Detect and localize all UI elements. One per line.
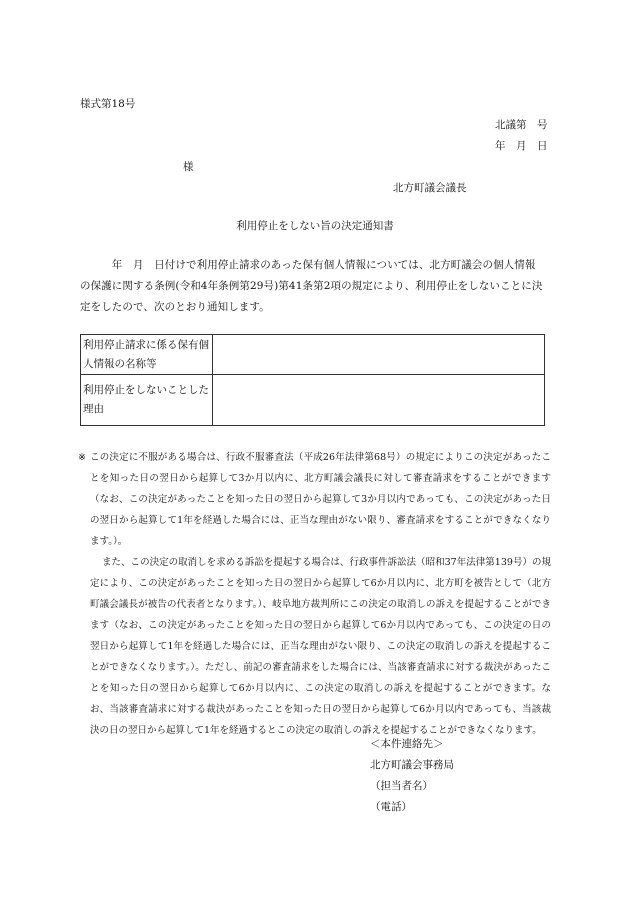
contact-person: （担当者名） (370, 780, 433, 792)
document-date: 年 月 日 (495, 140, 548, 152)
info-table (80, 334, 545, 426)
table-row (81, 375, 545, 426)
row1-label: 利用停止請求に係る保有個人情報の名称等 (81, 335, 213, 375)
contact-heading: ＜本件連絡先＞ (370, 738, 444, 750)
form-number: 様式第18号 (80, 98, 136, 110)
row2-value (213, 375, 545, 426)
notice-paragraph-1: この決定に不服がある場合は、行政不服審査法（平成26年法律第68号）の規定によりこの決定があったことを知った日の翌日から起算して3か月以内に、北方町議会議長に対して審査請求をすることができます（なお、この決定があったことを知った日の翌日から起算して3か月以内であっても、この決定があった日の翌日から起算して1年を経過した場合には、正当な理由がない限り、審査請求をすることができなくなります。）。 (90, 452, 551, 547)
document-title: 利用停止をしない旨の決定通知書 (236, 220, 394, 232)
document-number: 北議第 号 (495, 119, 548, 131)
table-row (81, 335, 545, 375)
contact-phone: （電話） (370, 801, 412, 813)
row1-value (213, 335, 545, 375)
row2-label: 利用停止をしないことした理由 (81, 375, 213, 426)
contact-block (370, 734, 454, 818)
contact-office: 北方町議会事務局 (370, 759, 454, 771)
addressee: 様 (183, 161, 194, 173)
notice-mark: ※ (78, 452, 86, 463)
body-paragraph: 年 月 日付けで利用停止請求のあった保有個人情報については、北方町議会の個人情報の保護に関する条例(令和4年条例第29号)第41条第2項の規定により、利用停止をしないことに決定をしたので、次のとおり通知します。 (80, 259, 543, 313)
appeal-notice (78, 447, 551, 741)
notice-paragraph-2: また、この決定の取消しを求める訴訟を提起する場合は、行政事件訴訟法（昭和37年法律第139号）の規定により、この決定があったことを知った日の翌日から起算して6か月以内に、北方町を被告として（北方町議会議長が被告の代表者となります。）、岐阜地方裁判所にこの決定の取消しの訴えを提起することができます（なお、この決定があったことを知った日の翌日から起算して6か月以内であっても、この決定の日の翌日から起算して1年を経過した場合には、正当な理由がない限り、この決定の取消しの訴えを提起することができなくなります。）。ただし、前記の審査請求をした場合には、当該審査請求に対する裁決があったことを知った日の翌日から起算して6か月以内に、この決定の取消しの訴えを提起することができます。なお、当該審査請求に対する裁決があったことを知った日の翌日から起算して6か月以内であっても、当該裁決の日の翌日から起算して1年を経過するとこの決定の取消しの訴えを提起することができなくなります。 (90, 557, 551, 736)
sender: 北方町議会議長 (393, 182, 467, 194)
